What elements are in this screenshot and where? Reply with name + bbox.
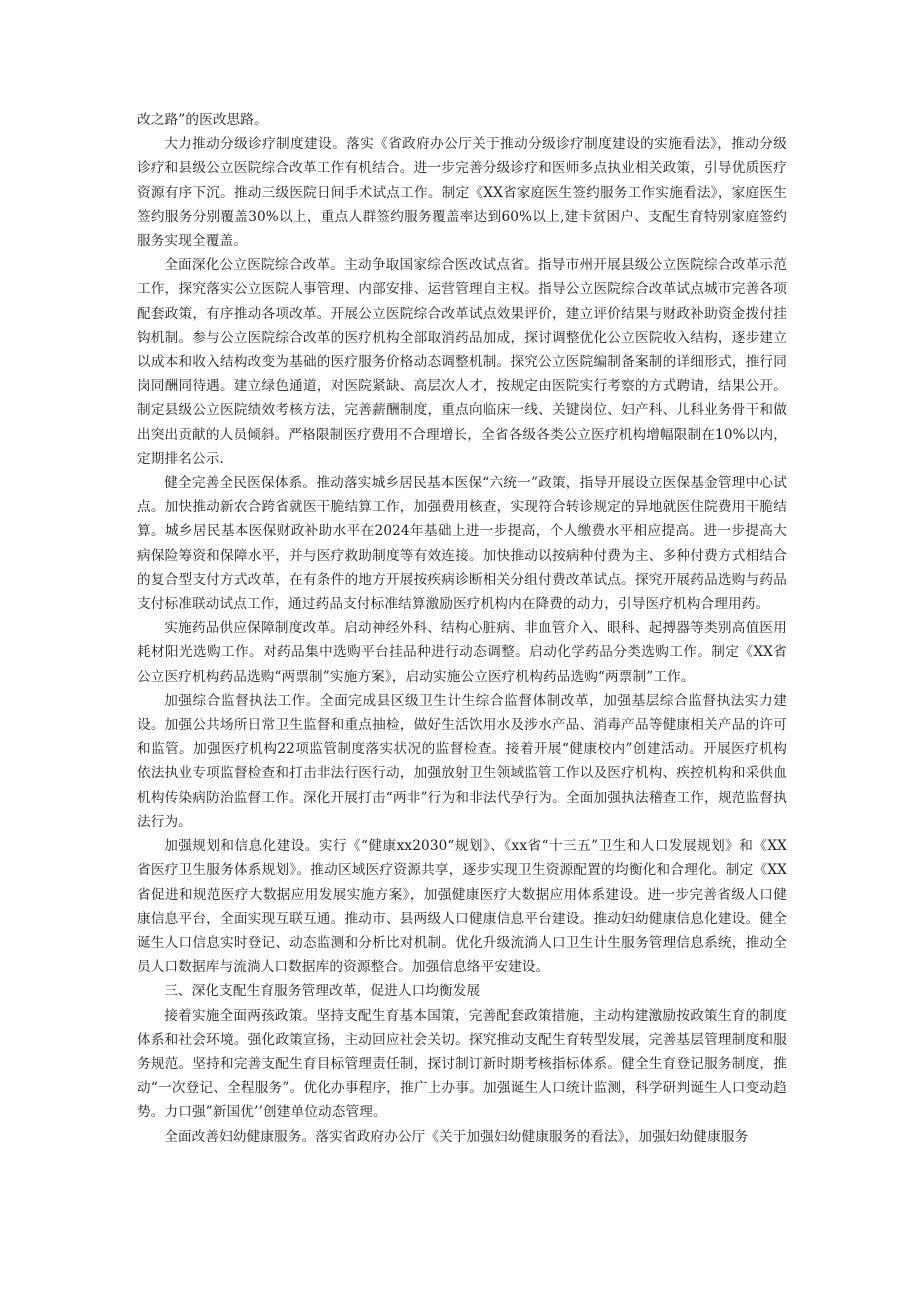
document-body — [137, 108, 787, 1149]
paragraph-continuation: 改之路”的医改思路。 — [137, 112, 268, 128]
paragraph-two-child-policy: 接着实施全面两孩政策。坚持支配生育基本国策，完善配套政策措施，主动构建激励按政策生育的制度体系和社会环境。强化政策宣扬，主动回应社会关切。探究推动支配生育转型发展，完善基层管理制度和服务规范。坚持和完善支配生育目标管理责任制，探讨制订新时期考核指标体系。健全生育登记服务制度，推动“一次登记、全程服务”。优化办事程序，推广上办事。加强诞生人口统计监测，科学研判诞生人口变动趋势。力口强”新国优’’创建单位动态管理。 — [137, 1007, 787, 1121]
paragraph-medical-insurance: 健全完善全民医保体系。推动落实城乡居民基本医保“六统一”政策，指导开展设立医保基金管理中心试点。加快推动新农合跨省就医干脆结算工作，加强费用核查，实现符合转诊规定的异地就医住院费用干脆结算。城乡居民基本医保财政补助水平在2024年基础上进一步提高，个人缴费水平相应提高。进一步提高大病保险筹资和保障水平，并与医疗救助制度等有效连接。加快推动以按病种付费为主、多种付费方式相结合的复合型支付方式改革，在有条件的地方开展按疾病诊断相关分组付费改革试点。探究开展药品选购与药品支付标准联动试点工作，通过药品支付标准结算激励医疗机构内在降费的动力，引导医疗机构合理用药。 — [137, 475, 787, 613]
paragraph-public-hospital-reform: 全面深化公立医院综合改革。主动争取国家综合医改试点省。指导市州开展县级公立医院综合改革示范工作，探究落实公立医院人事管理、内部安排、运营管理自主权。指导公立医院综合改革试点城市完善各项配套政策，有序推动各项改革。开展公立医院综合改革试点效果评价，建立评价结果与财政补助资金拨付挂钩机制。参与公立医院综合改革的医疗机构全部取消药品加成，探讨调整优化公立医院收入结构，逐步建立以成本和收入结构改变为基础的医疗服务价格动态调整机制。探究公立医院编制备案制的详细形式，推行同岗同酬同待遇。建立绿色通道，对医院紧缺、高层次人才，按规定由医院实行考察的方式聘请，结果公开。制定县级公立医院绩效考核方法，完善薪酬制度，重点向临床一线、关键岗位、妇产科、儿科业务骨干和做出突出贡献的人员倾斜。严格限制医疗费用不合理增长，全省各级各类公立医疗机构增幅限制在10%以内，定期排名公示. — [137, 257, 787, 467]
paragraph-maternal-child-health: 全面改善妇幼健康服务。落实省政府办公厅《关于加强妇幼健康服务的看法》，加强妇幼健康服务 — [164, 1128, 749, 1145]
paragraph-drug-supply: 实施药品供应保障制度改革。启动神经外科、结构心脏病、非血管介入、眼科、起搏器等类别高值医用耗材阳光选购工作。对药品集中选购平台挂品种进行动态调整。启动化学药品分类选购工作。制定《XX省公立医疗机构药品选购“两票制”实施方案》，启动实施公立医疗机构药品选购“两票制”工作。 — [137, 620, 787, 685]
paragraph-supervision-enforcement: 加强综合监督执法工作。全面完成县区级卫生计生综合监督体制改革，加强基层综合监督执法实力建设。加强公共场所日常卫生监督和重点抽检，做好生活饮用水及涉水产品、消毒产品等健康相关产品的许可和监管。加强医疗机构22项监管制度落实状况的监督检查。接着开展“健康校内”创建活动。开展医疗机构依法执业专项监督检查和打击非法行医行动，加强放射卫生领域监管工作以及医疗机构、疾控机构和采供血机构传染病防治监督工作。深化开展打击“两非”行为和非法代孕行为。全面加强执法稽查工作，规范监督执法行为。 — [137, 692, 787, 830]
paragraph-tiered-diagnosis: 大力推动分级诊疗制度建设。落实《省政府办公厅关于推动分级诊疗制度建设的实施看法》，推动分级诊疗和县级公立医院综合改革工作有机结合。进一步完善分级诊疗和医师多点执业相关政策，引导优质医疗资源有序下沉。推动三级医院日间手术试点工作。制定《XX省家庭医生签约服务工作实施看法》，家庭医生签约服务分别覆盖30%以上，重点人群签约服务覆盖率达到60%以上,建卡贫困户、支配生育特别家庭签约服务实现全覆盖。 — [137, 136, 787, 250]
paragraph-planning-informatization: 加强规划和信息化建设。实行《“健康xx2030“规划》、《xx省“十三五”卫生和人口发展规划》和《XX省医疗卫生服务体系规划》。推动区域医疗资源共享，逐步实现卫生资源配置的均衡化和合理化。制定《XX省促进和规范医疗大数据应用发展实施方案》，加强健康医疗大数据应用体系建设。进一步完善省级人口健康信息平台，全面实现互联互通。推动市、县两级人口健康信息平台建设。推动妇幼健康信息化建设。健全诞生人口信息实时登记、动态监测和分析比对机制。优化升级流淌人口卫生计生服务管理信息系统，推动全员人口数据库与流淌人口数据库的资源整合。加强信息络平安建设。 — [137, 838, 787, 976]
section-heading-family-planning: 三、深化支配生育服务管理改革，促进人口均衡发展 — [164, 983, 481, 1000]
